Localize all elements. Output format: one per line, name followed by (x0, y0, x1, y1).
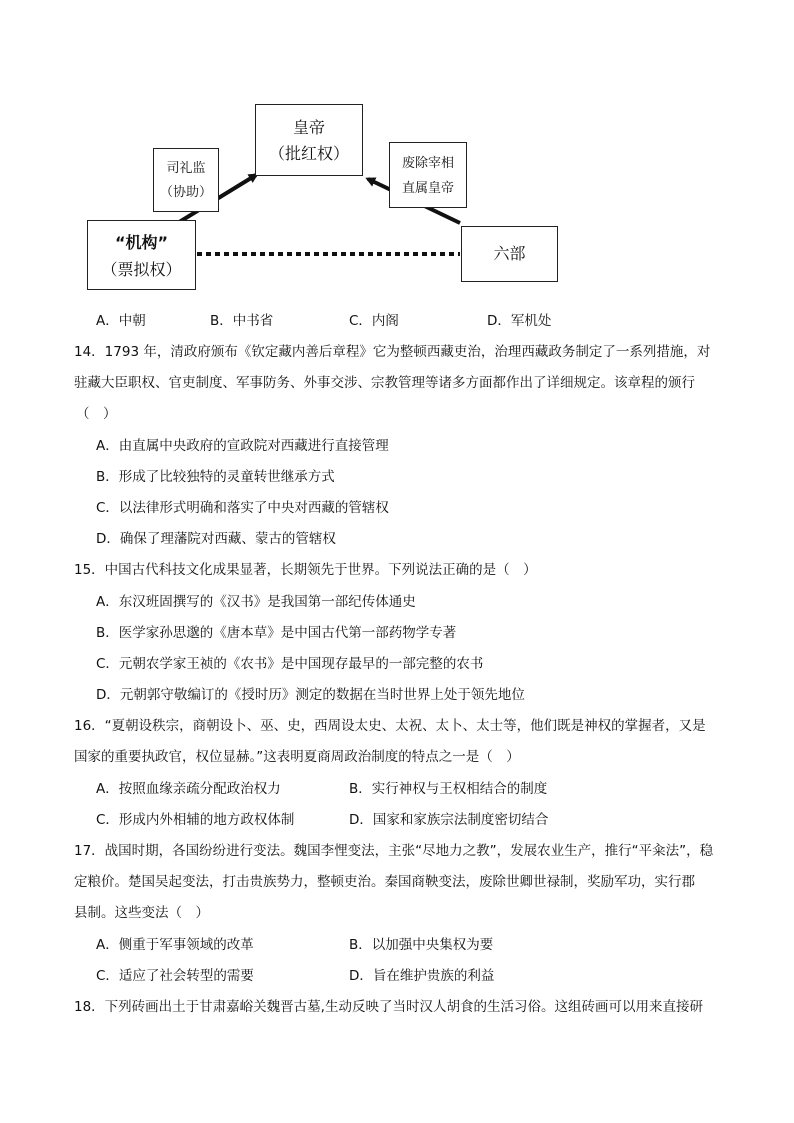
silijian-title: 司礼监 (166, 161, 206, 176)
q15-option-c[interactable]: C．元朝农学家王祯的《农书》是中国现存最早的一部完整的农书 (96, 656, 484, 672)
q14-stem-line3: （ ） (76, 406, 117, 422)
q13-option-c[interactable]: C．内阁 (349, 313, 399, 329)
q15-option-d[interactable]: D．元朝郭守敬编订的《授时历》测定的数据在当时世界上处于领先地位 (96, 687, 525, 703)
q17-stem-line3: 县制。这些变法（ ） (74, 905, 209, 921)
q16-stem-line2: 国家的重要执政官，权位显赫。”这表明夏商周政治制度的特点之一是（ ） (74, 749, 520, 765)
six-ministries-box (461, 226, 558, 282)
q13-option-b[interactable]: B．中书省 (210, 313, 274, 329)
institution-box (87, 220, 196, 290)
q16-option-b[interactable]: B．实行神权与王权相结合的制度 (349, 781, 548, 797)
q17-stem-line1: 17．战国时期，各国纷纷进行变法。魏国李悝变法，主张“尽地力之教”，发展农业生产，推行“平籴法”，稳 (74, 843, 714, 859)
q18-stem-line1: 18．下列砖画出土于甘肃嘉峪关魏晋古墓,生动反映了当时汉人胡食的生活习俗。这组砖画可以用来直接研 (74, 999, 703, 1015)
q16-option-c[interactable]: C．形成内外相辅的地方政权体制 (96, 812, 295, 828)
institution-power: （票拟权） (101, 260, 182, 279)
q13-option-d[interactable]: D．军机处 (487, 313, 552, 329)
q14-option-a[interactable]: A．由直属中央政府的宣政院对西藏进行直接管理 (96, 438, 389, 454)
q17-option-a[interactable]: A．侧重于军事领域的改革 (96, 937, 254, 953)
q17-option-b[interactable]: B．以加强中央集权为要 (349, 937, 494, 953)
q15-option-b[interactable]: B．医学家孙思邈的《唐本草》是中国古代第一部药物学专著 (96, 625, 457, 641)
emperor-title: 皇帝 (292, 118, 325, 137)
q15-option-a[interactable]: A．东汉班固撰写的《汉书》是我国第一部纪传体通史 (96, 594, 416, 610)
silijian-box (153, 148, 219, 212)
abolish-line2: 直属皇帝 (401, 181, 454, 196)
q16-option-a[interactable]: A．按照血缘亲疏分配政治权力 (96, 781, 281, 797)
q16-stem-line1: 16．“夏朝设秩宗，商朝设卜、巫、史，西周设太史、太祝、太卜、太士等，他们既是神权的掌握者，又是 (74, 718, 706, 734)
q14-stem-line2: 驻藏大臣职权、官吏制度、军事防务、外事交涉、宗教管理等诸多方面都作出了详细规定。该章程的颁行 (74, 375, 695, 391)
abolish-chancellor-box (389, 142, 467, 208)
q14-stem-line1: 14．1793 年，清政府颁布《钦定藏内善后章程》它为整顿西藏吏治，治理西藏政务制定了一系列措施，对 (74, 344, 711, 360)
emperor-power: （批红权） (268, 144, 349, 163)
q14-option-d[interactable]: D．确保了理藩院对西藏、蒙古的管辖权 (96, 531, 336, 547)
q17-option-c[interactable]: C．适应了社会转型的需要 (96, 968, 254, 984)
abolish-line1: 废除宰相 (401, 156, 454, 171)
q13-option-a[interactable]: A．中朝 (96, 313, 146, 329)
q15-stem: 15．中国古代科技文化成果显著，长期领先于世界。下列说法正确的是（ ） (74, 562, 537, 578)
q14-option-b[interactable]: B．形成了比较独特的灵童转世继承方式 (96, 469, 335, 485)
q17-option-d[interactable]: D．旨在维护贵族的利益 (349, 968, 495, 984)
emperor-box (255, 104, 363, 176)
silijian-role: （协助） (159, 185, 212, 200)
q16-option-d[interactable]: D．国家和家族宗法制度密切结合 (349, 812, 549, 828)
institution-title: “机构” (114, 233, 169, 252)
q14-option-c[interactable]: C．以法律形式明确和落实了中央对西藏的管辖权 (96, 500, 389, 516)
six-ministries-title: 六部 (493, 244, 526, 263)
q17-stem-line2: 定粮价。楚国吴起变法，打击贵族势力，整顿吏治。秦国商鞅变法，废除世卿世禄制，奖励军功，实行郡 (74, 874, 695, 890)
